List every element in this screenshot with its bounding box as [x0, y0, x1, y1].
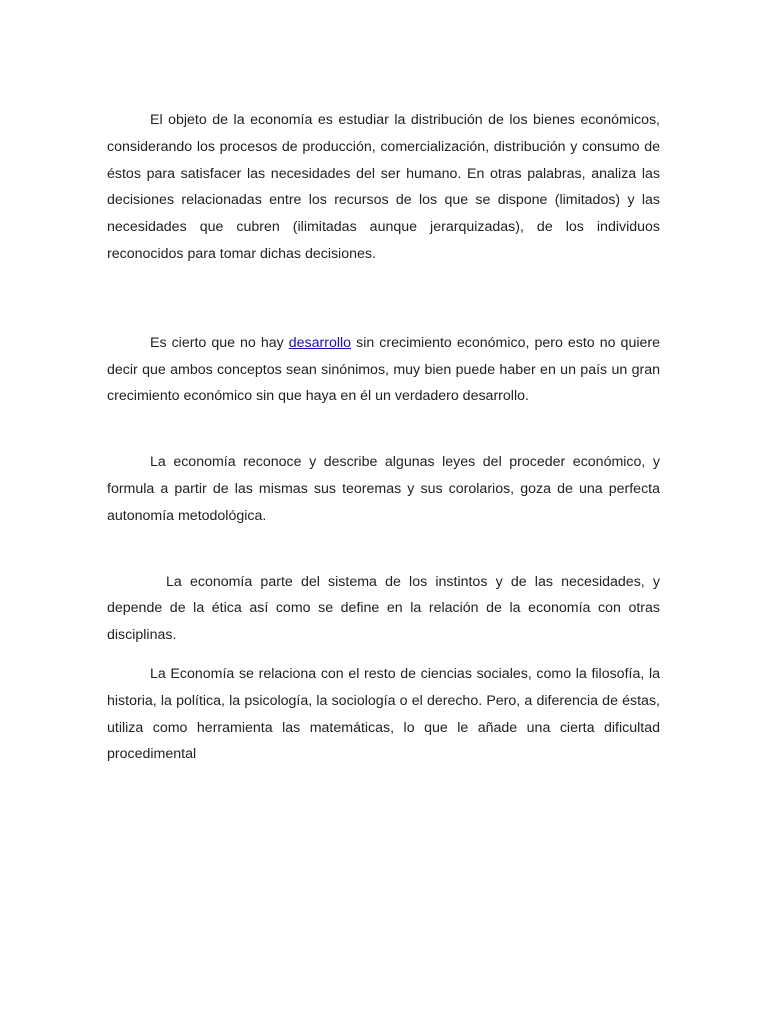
paragraph-economic-laws: La economía reconoce y describe algunas leyes del proceder económico, y formula a partir de las mismas sus teoremas y sus corolarios, goza de una perfecta autonomía metodológica.	[107, 454, 660, 524]
paragraph-economy-objective: El objeto de la economía es estudiar la distribución de los bienes económicos, considerando los procesos de producción, comercialización, distribución y consumo de éstos para satisfacer las necesidades del ser humano. En otras palabras, analiza las decisiones relacionadas entre los recursos de los que se dispone (limitados) y las necesidades que cubren (ilimitadas aunque jerarquizadas), de los individuos reconocidos para tomar dichas decisiones.	[107, 112, 660, 262]
paragraph-instincts-needs: La economía parte del sistema de los instintos y de las necesidades, y depende de la ética así como se define en la relación de la economía con otras disciplinas.	[107, 573, 660, 644]
desarrollo-link[interactable]: desarrollo	[288, 334, 352, 351]
paragraph-social-sciences: La Economía se relaciona con el resto de ciencias sociales, como la filosofía, la historia, la política, la psicología, la sociología o el derecho. Pero, a diferencia de éstas, utiliza como herramienta las matemáticas, lo que le añade una cierta dificultad procedimental	[107, 665, 660, 763]
paragraph-text-before-link: Es cierto que no hay	[150, 334, 289, 351]
document-body	[107, 107, 660, 768]
paragraph-development-growth	[107, 330, 660, 410]
paragraph-text-after-link: sin crecimiento económico, pero esto no quiere decir que ambos conceptos sean sinónimos, muy bien puede haber en un país un gran crecimiento económico sin que haya en él un verdadero desarrollo.	[107, 334, 660, 405]
